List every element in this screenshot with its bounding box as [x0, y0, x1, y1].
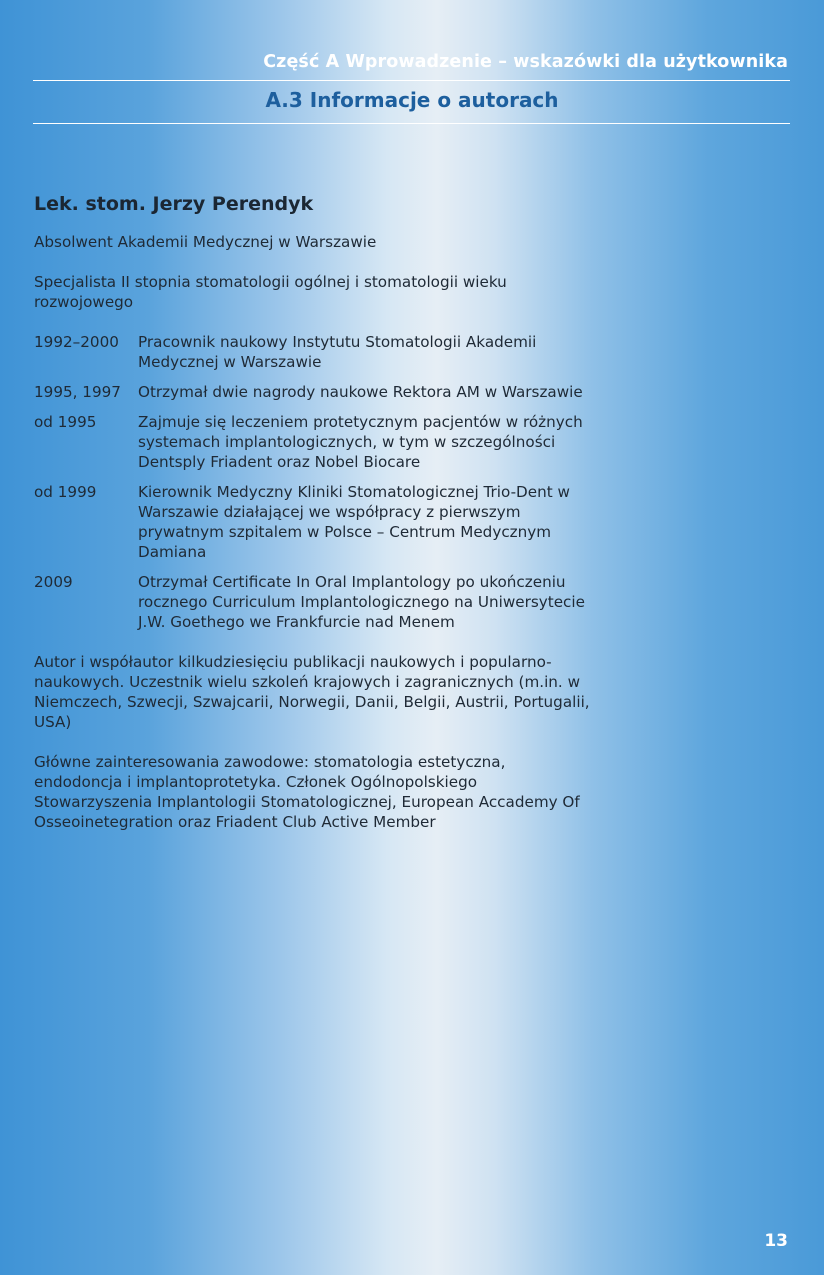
- header-divider-top: [33, 80, 790, 81]
- timeline-row: [34, 482, 594, 562]
- timeline-text: Otrzymał Certificate In Oral Implantology po ukończeniu rocznego Curriculum Implantologicznego na Uniwersytecie J.W. Goethego we Frankfurcie nad Menem: [138, 573, 585, 631]
- interests-text: Główne zainteresowania zawodowe: stomatologia estetyczna, endodoncja i implantoprotetyka. Członek Ogólnopolskiego Stowarzyszenia Implantologii Stomatologicznej, European Accademy Of Osseoinetegration oraz Friadent Club Active Member: [34, 753, 580, 831]
- timeline-row: [34, 572, 594, 632]
- timeline-text: Pracownik naukowy Instytutu Stomatologii Akademii Medycznej w Warszawie: [138, 333, 537, 371]
- timeline-text: Zajmuje się leczeniem protetycznym pacjentów w różnych systemach implantologicznych, w tym w szczególności Dentsply Friadent oraz Nobel Biocare: [138, 413, 583, 471]
- publications-text: Autor i współautor kilkudziesięciu publikacji naukowych i popularno-naukowych. Uczestnik wielu szkoleń krajowych i zagranicznych (m.in. w Niemczech, Szwecji, Szwajcarii, Norwegii, Danii, Belgii, Austrii, Portugalii, USA): [34, 653, 590, 731]
- timeline-text: Otrzymał dwie nagrody naukowe Rektora AM w Warszawie: [138, 383, 583, 401]
- page-title: A.3 Informacje o autorach: [265, 88, 559, 112]
- author-bio: [34, 194, 594, 852]
- timeline-year: 1995, 1997: [34, 383, 121, 401]
- page-number: 13: [764, 1231, 788, 1251]
- career-timeline: [34, 332, 594, 632]
- timeline-row: [34, 332, 594, 372]
- timeline-year: od 1995: [34, 413, 97, 431]
- timeline-row: [34, 382, 594, 402]
- section-header: Część A Wprowadzenie – wskazówki dla użytkownika: [263, 52, 788, 72]
- author-name: Lek. stom. Jerzy Perendyk: [34, 193, 314, 215]
- education-text: Absolwent Akademii Medycznej w Warszawie: [34, 233, 377, 251]
- timeline-year: od 1999: [34, 483, 97, 501]
- header-divider-bottom: [33, 123, 790, 124]
- specialization-text: Specjalista II stopnia stomatologii ogólnej i stomatologii wieku rozwojowego: [34, 273, 507, 311]
- timeline-text: Kierownik Medyczny Kliniki Stomatologicznej Trio-Dent w Warszawie działającej we współpracy z pierwszym prywatnym szpitalem w Polsce – Centrum Medycznym Damiana: [138, 483, 570, 561]
- timeline-year: 2009: [34, 573, 73, 591]
- timeline-row: [34, 412, 594, 472]
- timeline-year: 1992–2000: [34, 333, 119, 351]
